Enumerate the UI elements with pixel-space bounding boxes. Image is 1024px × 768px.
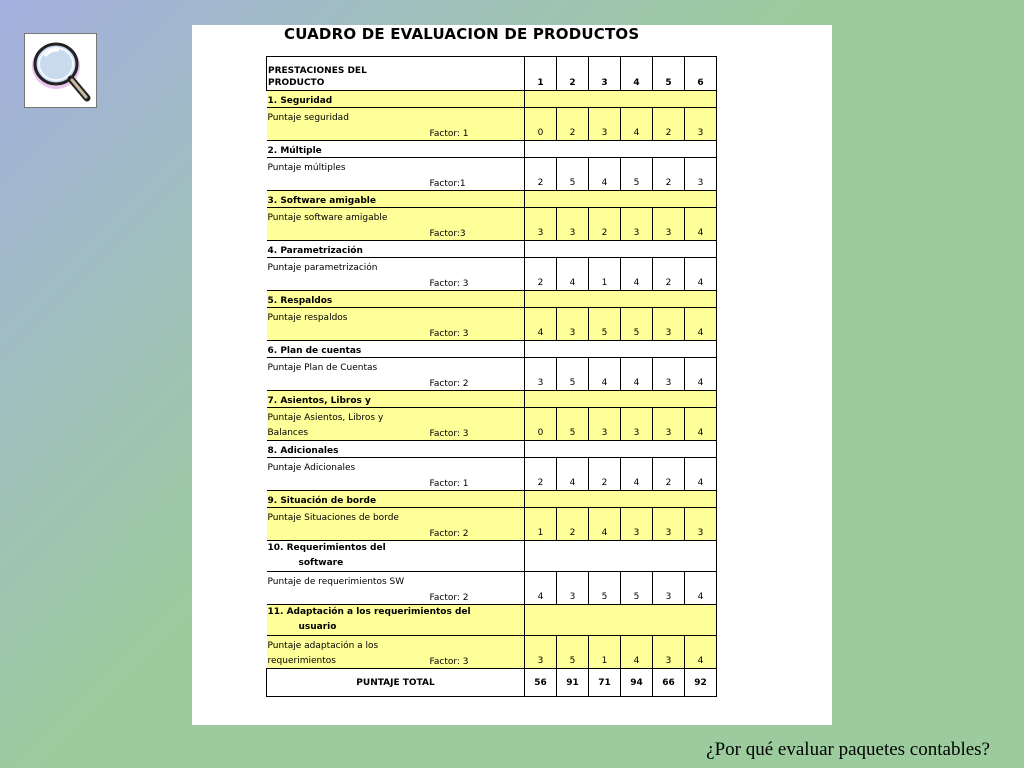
section-title-row	[267, 241, 717, 258]
header-col-1: 1	[525, 57, 557, 91]
footer-question: ¿Por qué evaluar paquetes contables?	[706, 739, 990, 760]
score-cell-5: 3	[653, 208, 685, 241]
factor-label: Factor:3	[429, 229, 466, 239]
score-cell-5: 3	[653, 636, 685, 669]
header-col-4: 4	[621, 57, 653, 91]
score-cell-1: 2	[525, 258, 557, 291]
magnifier-icon-frame	[24, 33, 97, 108]
factor-label: Factor: 3	[429, 429, 469, 439]
score-cell-3: 3	[589, 408, 621, 441]
score-cell-4: 4	[621, 108, 653, 141]
score-cell-6: 4	[685, 358, 717, 391]
score-cell-5: 3	[653, 358, 685, 391]
score-cell-3: 5	[589, 572, 621, 605]
score-cell-2: 3	[557, 572, 589, 605]
score-cell-2: 5	[557, 408, 589, 441]
score-cell-3: 3	[589, 108, 621, 141]
score-cell-6: 3	[685, 508, 717, 541]
score-cell-3: 2	[589, 458, 621, 491]
score-cell-2: 2	[557, 508, 589, 541]
section-title: 11. Adaptación a los requerimientos del usuario	[267, 605, 525, 636]
section-title: 9. Situación de borde	[267, 491, 525, 508]
section-title-row	[267, 491, 717, 508]
section-score-row	[267, 158, 717, 191]
section-title: 1. Seguridad	[267, 91, 525, 108]
section-title-row	[267, 291, 717, 308]
score-cell-5: 3	[653, 408, 685, 441]
score-cell-4: 4	[621, 258, 653, 291]
score-label: Puntaje de requerimientos SW Factor: 2	[267, 572, 525, 605]
score-cell-5: 3	[653, 308, 685, 341]
factor-label: Factor:1	[429, 179, 466, 189]
total-cell-3: 71	[589, 669, 621, 697]
score-cell-4: 5	[621, 572, 653, 605]
score-cell-4: 4	[621, 358, 653, 391]
score-cell-1: 4	[525, 308, 557, 341]
score-cell-3: 4	[589, 158, 621, 191]
score-cell-1: 2	[525, 458, 557, 491]
section-title-blank	[525, 191, 717, 208]
section-score-row	[267, 258, 717, 291]
score-cell-1: 2	[525, 158, 557, 191]
factor-label: Factor: 3	[429, 329, 469, 339]
total-cell-5: 66	[653, 669, 685, 697]
total-cell-4: 94	[621, 669, 653, 697]
section-title: 10. Requerimientos del software	[267, 543, 386, 568]
section-score-row	[267, 458, 717, 491]
section-title-row	[267, 605, 717, 636]
section-title: 2. Múltiple	[267, 146, 322, 156]
score-cell-4: 4	[621, 636, 653, 669]
header-label: PRESTACIONES DEL PRODUCTO	[267, 57, 525, 91]
factor-label: Factor: 2	[429, 529, 469, 539]
score-cell-4: 3	[621, 408, 653, 441]
section-title: 7. Asientos, Libros y	[267, 391, 525, 408]
score-cell-6: 4	[685, 308, 717, 341]
factor-label: Factor: 3	[429, 279, 469, 289]
magnifier-icon	[25, 34, 96, 107]
score-cell-1: 3	[525, 358, 557, 391]
score-cell-1: 1	[525, 508, 557, 541]
score-label: Puntaje parametrización Factor: 3	[267, 258, 525, 291]
score-cell-6: 4	[685, 208, 717, 241]
section-title-row	[267, 191, 717, 208]
section-title-row	[267, 91, 717, 108]
score-cell-5: 2	[653, 258, 685, 291]
factor-label: Factor: 3	[429, 657, 469, 667]
score-label: Puntaje seguridad Factor: 1	[267, 108, 525, 141]
section-title-blank	[525, 291, 717, 308]
score-cell-6: 4	[685, 636, 717, 669]
section-score-row	[267, 358, 717, 391]
section-title-row	[267, 391, 717, 408]
score-cell-2: 4	[557, 258, 589, 291]
section-score-row	[267, 508, 717, 541]
section-title: 5. Respaldos	[267, 291, 525, 308]
section-title-blank	[525, 141, 717, 158]
section-score-row	[267, 308, 717, 341]
score-cell-1: 0	[525, 108, 557, 141]
score-cell-2: 2	[557, 108, 589, 141]
score-label: Puntaje Asientos, Libros y Balances Factor: 3	[267, 408, 525, 441]
score-cell-1: 0	[525, 408, 557, 441]
total-label: PUNTAJE TOTAL	[267, 669, 525, 697]
section-title: 4. Parametrización	[267, 246, 363, 256]
evaluation-table	[266, 56, 717, 697]
score-cell-1: 3	[525, 208, 557, 241]
section-title-blank	[525, 605, 717, 636]
score-cell-5: 2	[653, 158, 685, 191]
section-title-blank	[525, 391, 717, 408]
section-title-blank	[525, 541, 717, 572]
score-cell-2: 5	[557, 158, 589, 191]
score-cell-6: 3	[685, 108, 717, 141]
score-cell-6: 4	[685, 458, 717, 491]
section-score-row	[267, 208, 717, 241]
score-cell-3: 5	[589, 308, 621, 341]
score-label: Puntaje respaldos Factor: 3	[267, 308, 525, 341]
score-cell-3: 1	[589, 258, 621, 291]
score-cell-2: 3	[557, 308, 589, 341]
section-title-row	[267, 541, 717, 572]
score-cell-6: 4	[685, 408, 717, 441]
score-label: Puntaje múltiples Factor:1	[267, 158, 525, 191]
score-cell-1: 3	[525, 636, 557, 669]
section-score-row	[267, 108, 717, 141]
score-label: Puntaje adaptación a los requerimientos Factor: 3	[267, 636, 525, 669]
factor-label: Factor: 1	[429, 129, 469, 139]
header-col-2: 2	[557, 57, 589, 91]
score-label: Puntaje software amigable Factor:3	[267, 208, 525, 241]
score-cell-5: 2	[653, 458, 685, 491]
section-score-row	[267, 572, 717, 605]
section-title-blank	[525, 241, 717, 258]
total-cell-2: 91	[557, 669, 589, 697]
score-cell-2: 5	[557, 358, 589, 391]
section-title-blank	[525, 491, 717, 508]
section-score-row	[267, 636, 717, 669]
score-cell-2: 5	[557, 636, 589, 669]
sheet-title: CUADRO DE EVALUACION DE PRODUCTOS	[284, 25, 640, 43]
section-title-row	[267, 441, 717, 458]
total-cell-6: 92	[685, 669, 717, 697]
score-cell-1: 4	[525, 572, 557, 605]
header-col-6: 6	[685, 57, 717, 91]
section-score-row	[267, 408, 717, 441]
score-cell-3: 4	[589, 358, 621, 391]
section-title-blank	[525, 341, 717, 358]
score-cell-4: 5	[621, 158, 653, 191]
section-title: 6. Plan de cuentas	[267, 346, 362, 356]
score-cell-4: 4	[621, 458, 653, 491]
section-title: 3. Software amigable	[267, 191, 525, 208]
score-cell-3: 1	[589, 636, 621, 669]
header-col-3: 3	[589, 57, 621, 91]
section-title-blank	[525, 91, 717, 108]
header-col-5: 5	[653, 57, 685, 91]
score-cell-4: 5	[621, 308, 653, 341]
score-cell-5: 3	[653, 508, 685, 541]
factor-label: Factor: 2	[429, 379, 469, 389]
score-label: Puntaje Adicionales Factor: 1	[267, 458, 525, 491]
section-title-blank	[525, 441, 717, 458]
score-cell-2: 3	[557, 208, 589, 241]
section-title-row	[267, 341, 717, 358]
score-cell-5: 2	[653, 108, 685, 141]
score-cell-6: 4	[685, 572, 717, 605]
table-header-row	[267, 57, 717, 91]
score-cell-4: 3	[621, 208, 653, 241]
score-cell-2: 4	[557, 458, 589, 491]
evaluation-sheet	[192, 25, 832, 725]
score-cell-6: 4	[685, 258, 717, 291]
score-cell-3: 4	[589, 508, 621, 541]
total-cell-1: 56	[525, 669, 557, 697]
section-title: 8. Adicionales	[267, 446, 339, 456]
score-cell-3: 2	[589, 208, 621, 241]
factor-label: Factor: 2	[429, 593, 469, 603]
factor-label: Factor: 1	[429, 479, 469, 489]
score-cell-5: 3	[653, 572, 685, 605]
score-label: Puntaje Situaciones de borde Factor: 2	[267, 508, 525, 541]
score-label: Puntaje Plan de Cuentas Factor: 2	[267, 358, 525, 391]
section-title-row	[267, 141, 717, 158]
score-cell-4: 3	[621, 508, 653, 541]
score-cell-6: 3	[685, 158, 717, 191]
total-row	[267, 669, 717, 697]
